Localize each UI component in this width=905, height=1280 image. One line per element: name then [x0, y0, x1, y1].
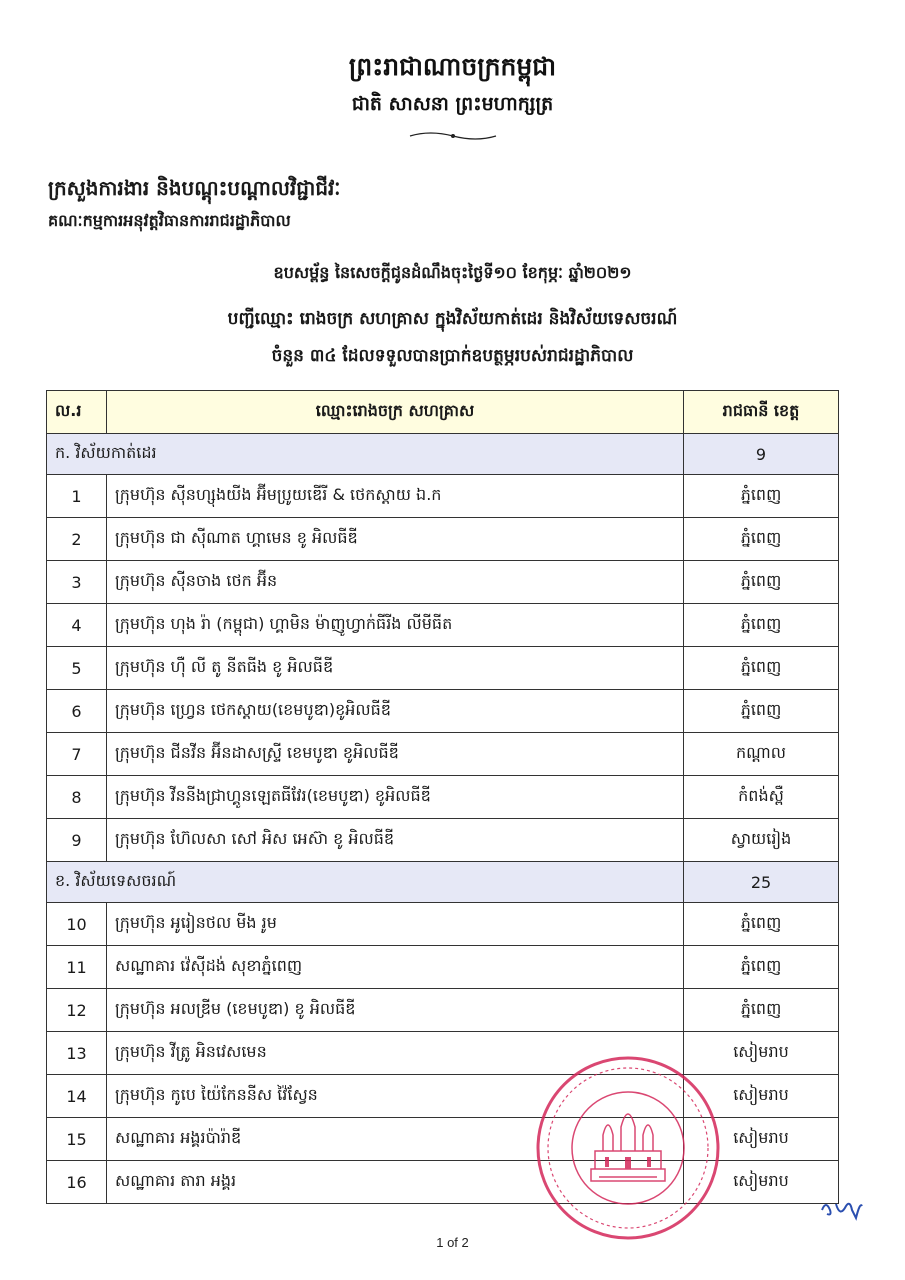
row-province: ភ្នំពេញ	[684, 561, 839, 604]
row-no: 15	[47, 1118, 107, 1161]
row-no: 6	[47, 690, 107, 733]
row-province: សៀមរាប	[684, 1118, 839, 1161]
row-name: ក្រុមហ៊ុន ស៊ីនចាង ថេក អ៊ីន	[107, 561, 684, 604]
row-province: ភ្នំពេញ	[684, 647, 839, 690]
table-row	[47, 647, 839, 690]
row-province: សៀមរាប	[684, 1075, 839, 1118]
table-header-row	[47, 391, 839, 434]
row-name: សណ្ឋាគារ អង្គរប៉ារ៉ាឌី	[107, 1118, 684, 1161]
header-no: ល.រ	[47, 391, 107, 434]
row-name: ក្រុមហ៊ុន ជីនវីន អ៊ីនដាសស្ទ្រី ខេមបូឌា ខូអិលធីឌី	[107, 733, 684, 776]
row-province: ភ្នំពេញ	[684, 475, 839, 518]
row-province: ភ្នំពេញ	[684, 903, 839, 946]
row-name: សណ្ឋាគារ តារា អង្គរ	[107, 1161, 684, 1204]
row-name: ក្រុមហ៊ុន វីននីងជ្រាហ្គូនឡេតធីវែរ(ខេមបូឌា) ខូអិលធីឌី	[107, 776, 684, 819]
table-row	[47, 518, 839, 561]
table-row	[47, 690, 839, 733]
row-name: ក្រុមហ៊ុន អូរៀនថល មីង រូម	[107, 903, 684, 946]
row-name: ក្រុមហ៊ុន ហុង រ៉ា (កម្ពុជា) ហ្គាមិន ម៉ាញូហ្វាក់ធីរីង លីមីធីត	[107, 604, 684, 647]
row-province: ស្វាយរៀង	[684, 819, 839, 862]
list-title: បញ្ជីឈ្មោះ រោងចក្រ សហគ្រាស ក្នុងវិស័យកាត់ដេរ និងវិស័យទេសចរណ៍	[227, 309, 678, 329]
row-no: 14	[47, 1075, 107, 1118]
kingdom-title: ព្រះរាជាណាចក្រកម្ពុជា	[348, 52, 557, 81]
row-name: ក្រុមហ៊ុន អលឌ្រីម (ខេមបូឌា) ខូ អិលធីឌី	[107, 989, 684, 1032]
table-row	[47, 776, 839, 819]
row-name: ក្រុមហ៊ុន ស៊ីនហ្សុងយីង អ៊ីមប្រូយឌើរី & ថេកស្តាយ ឯ.ក	[107, 475, 684, 518]
row-province: សៀមរាប	[684, 1032, 839, 1075]
row-province: កំពង់ស្ពឺ	[684, 776, 839, 819]
ornament-divider-icon	[408, 130, 498, 142]
row-no: 11	[47, 946, 107, 989]
table-row	[47, 989, 839, 1032]
sector-label: ក. វិស័យកាត់ដេរ	[47, 434, 684, 475]
official-seal-icon	[533, 1053, 723, 1243]
sector-count: 25	[684, 862, 839, 903]
row-no: 2	[47, 518, 107, 561]
row-no: 1	[47, 475, 107, 518]
sector-label: ខ. វិស័យទេសចរណ៍	[47, 862, 684, 903]
table-row	[47, 819, 839, 862]
row-name: ក្រុមហ៊ុន ជា ស៊ីណាត ហ្គាមេន ខូ អិលធីឌី	[107, 518, 684, 561]
row-name: សណ្ឋាគារ វ៉េស៊ីដង់ សុខាភ្នំពេញ	[107, 946, 684, 989]
row-name: ក្រុមហ៊ុន ហ្វ្រេន ថេកស្តាយ(ខេមបូឌា)ខូអិលធីឌី	[107, 690, 684, 733]
header-name: ឈ្មោះរោងចក្រ សហគ្រាស	[107, 391, 684, 434]
row-no: 12	[47, 989, 107, 1032]
table-row	[47, 561, 839, 604]
sector-row-garment	[47, 434, 839, 475]
annex-title: ឧបសម្ព័ន្ធ នៃសេចក្តីជូនដំណឹងចុះថ្ងៃទី១០ ខែកុម្ភៈ ឆ្នាំ២០២១	[273, 263, 632, 282]
table-row	[47, 733, 839, 776]
row-no: 8	[47, 776, 107, 819]
row-name: ក្រុមហ៊ុន កូបេ យ៉ៃកែននីស វ៉ៃស្វែន	[107, 1075, 684, 1118]
row-name: ក្រុមហ៊ុន ហ៊ែលសា សៅ អិស អេស៊ា ខូ អិលធីឌី	[107, 819, 684, 862]
row-no: 16	[47, 1161, 107, 1204]
row-province: សៀមរាប	[684, 1161, 839, 1204]
row-no: 5	[47, 647, 107, 690]
page-number: 1 of 2	[436, 1235, 469, 1250]
row-province: ភ្នំពេញ	[684, 518, 839, 561]
ministry-name: ក្រសួងការងារ និងបណ្តុះបណ្តាលវិជ្ជាជីវៈ	[48, 176, 341, 200]
table-row	[47, 604, 839, 647]
row-no: 4	[47, 604, 107, 647]
list-subtitle: ចំនួន ៣៤ ដែលទទួលបានប្រាក់ឧបត្ថម្ភរបស់រាជរដ្ឋាភិបាល	[271, 346, 634, 366]
row-province: ភ្នំពេញ	[684, 989, 839, 1032]
row-no: 3	[47, 561, 107, 604]
row-no: 13	[47, 1032, 107, 1075]
row-name: ក្រុមហ៊ុន ហ៊ឺ លី តូ នីតធីង ខូ អិលធីឌី	[107, 647, 684, 690]
table-row	[47, 946, 839, 989]
row-province: កណ្តាល	[684, 733, 839, 776]
sector-count: 9	[684, 434, 839, 475]
row-no: 9	[47, 819, 107, 862]
header-province: រាជធានី ខេត្ត	[684, 391, 839, 434]
row-name: ក្រុមហ៊ុន វីត្រូ អិនវេសមេន	[107, 1032, 684, 1075]
table-row	[47, 475, 839, 518]
row-province: ភ្នំពេញ	[684, 690, 839, 733]
row-no: 7	[47, 733, 107, 776]
sector-row-tourism	[47, 862, 839, 903]
committee-name: គណៈកម្មការអនុវត្តវិធានការរាជរដ្ឋាភិបាល	[48, 211, 291, 230]
row-province: ភ្នំពេញ	[684, 946, 839, 989]
handwritten-initials-icon	[818, 1196, 864, 1222]
national-motto: ជាតិ សាសនា ព្រះមហាក្សត្រ	[351, 93, 554, 115]
row-province: ភ្នំពេញ	[684, 604, 839, 647]
row-no: 10	[47, 903, 107, 946]
table-row	[47, 903, 839, 946]
